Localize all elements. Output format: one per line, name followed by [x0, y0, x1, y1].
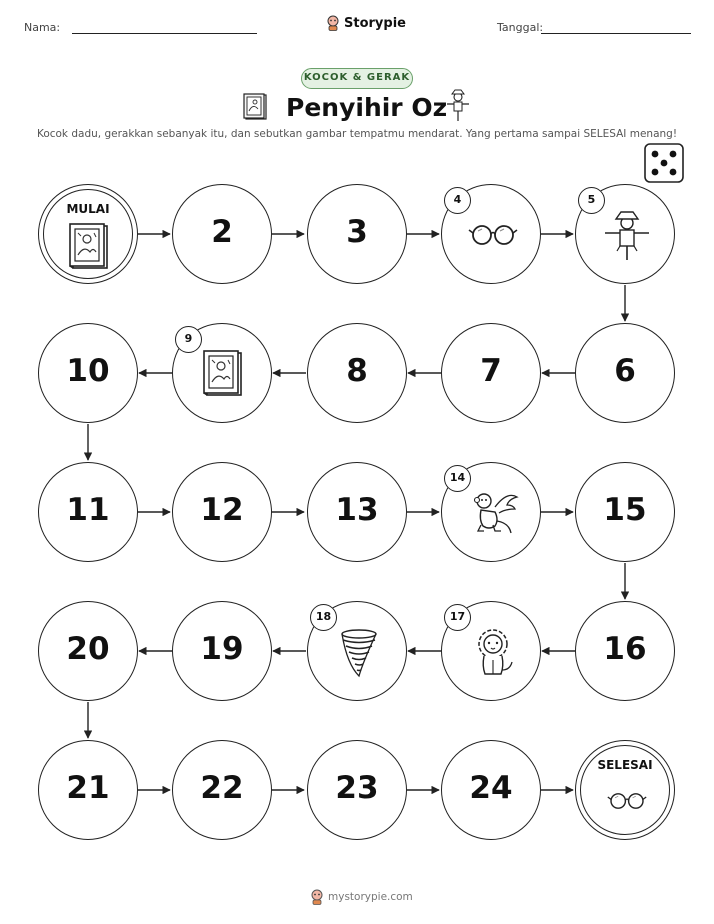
- brand-name: Storypie: [344, 15, 406, 31]
- number-space: [38, 601, 138, 701]
- mascot-icon: [310, 889, 324, 905]
- number-space: [172, 184, 272, 284]
- space-number-badge: 4: [444, 187, 471, 214]
- picture-space: [172, 323, 272, 423]
- number-space: [575, 323, 675, 423]
- space-number: 22: [200, 770, 244, 806]
- scarecrow-icon: [601, 209, 653, 261]
- picture-space: [575, 184, 675, 284]
- number-space: [307, 740, 407, 840]
- number-space: [172, 740, 272, 840]
- space-number: 3: [346, 214, 368, 250]
- footer-url: mystorypie.com: [328, 891, 413, 903]
- flying-monkey-icon: [467, 487, 519, 539]
- page-title: Penyihir Oz: [286, 93, 448, 122]
- picture-space: [441, 601, 541, 701]
- space-number: 16: [603, 631, 647, 667]
- space-number-badge: 17: [444, 604, 471, 631]
- picture-space: [441, 184, 541, 284]
- space-number-badge: 18: [310, 604, 337, 631]
- space-number: 19: [200, 631, 244, 667]
- number-space: [172, 462, 272, 562]
- date-label: Tanggal:: [497, 21, 544, 34]
- instructions: Kocok dadu, gerakkan sebanyak itu, dan sebutkan gambar tempatmu mendarat. Yang pertama sampai SELESAI menang!: [36, 128, 678, 140]
- space-number-badge: 5: [578, 187, 605, 214]
- space-number: 24: [469, 770, 513, 806]
- picture-space: [441, 462, 541, 562]
- number-space: [38, 323, 138, 423]
- number-space: [307, 323, 407, 423]
- number-space: [307, 462, 407, 562]
- finish-space: [575, 740, 675, 840]
- space-number: 6: [614, 353, 636, 389]
- space-number: 15: [603, 492, 647, 528]
- start-label: MULAI: [66, 202, 110, 216]
- tornado-icon: [333, 626, 385, 678]
- space-number: 12: [200, 492, 244, 528]
- space-number-badge: 14: [444, 465, 471, 492]
- space-number: 20: [66, 631, 110, 667]
- number-space: [441, 740, 541, 840]
- number-space: [575, 601, 675, 701]
- glasses-icon: [467, 209, 519, 261]
- number-space: [38, 740, 138, 840]
- space-number: 10: [66, 353, 110, 389]
- space-number: 21: [66, 770, 110, 806]
- glasses-icon: [606, 780, 648, 822]
- finish-label: SELESAI: [597, 758, 653, 772]
- number-space: [307, 184, 407, 284]
- space-number: 7: [480, 353, 502, 389]
- number-space: [38, 462, 138, 562]
- space-number: 8: [346, 353, 368, 389]
- space-number-badge: 9: [175, 326, 202, 353]
- number-space: [575, 462, 675, 562]
- book-icon: [198, 348, 250, 400]
- space-number: 2: [211, 214, 233, 250]
- name-label: Nama:: [24, 21, 61, 34]
- space-number: 23: [335, 770, 379, 806]
- footer: [310, 889, 413, 905]
- space-number: 13: [335, 492, 379, 528]
- space-number: 11: [66, 492, 110, 528]
- book-icon: [64, 221, 116, 273]
- number-space: [441, 323, 541, 423]
- start-space: [38, 184, 138, 284]
- category-badge: KOCOK & GERAK: [301, 68, 413, 89]
- picture-space: [307, 601, 407, 701]
- number-space: [172, 601, 272, 701]
- lion-icon: [467, 626, 519, 678]
